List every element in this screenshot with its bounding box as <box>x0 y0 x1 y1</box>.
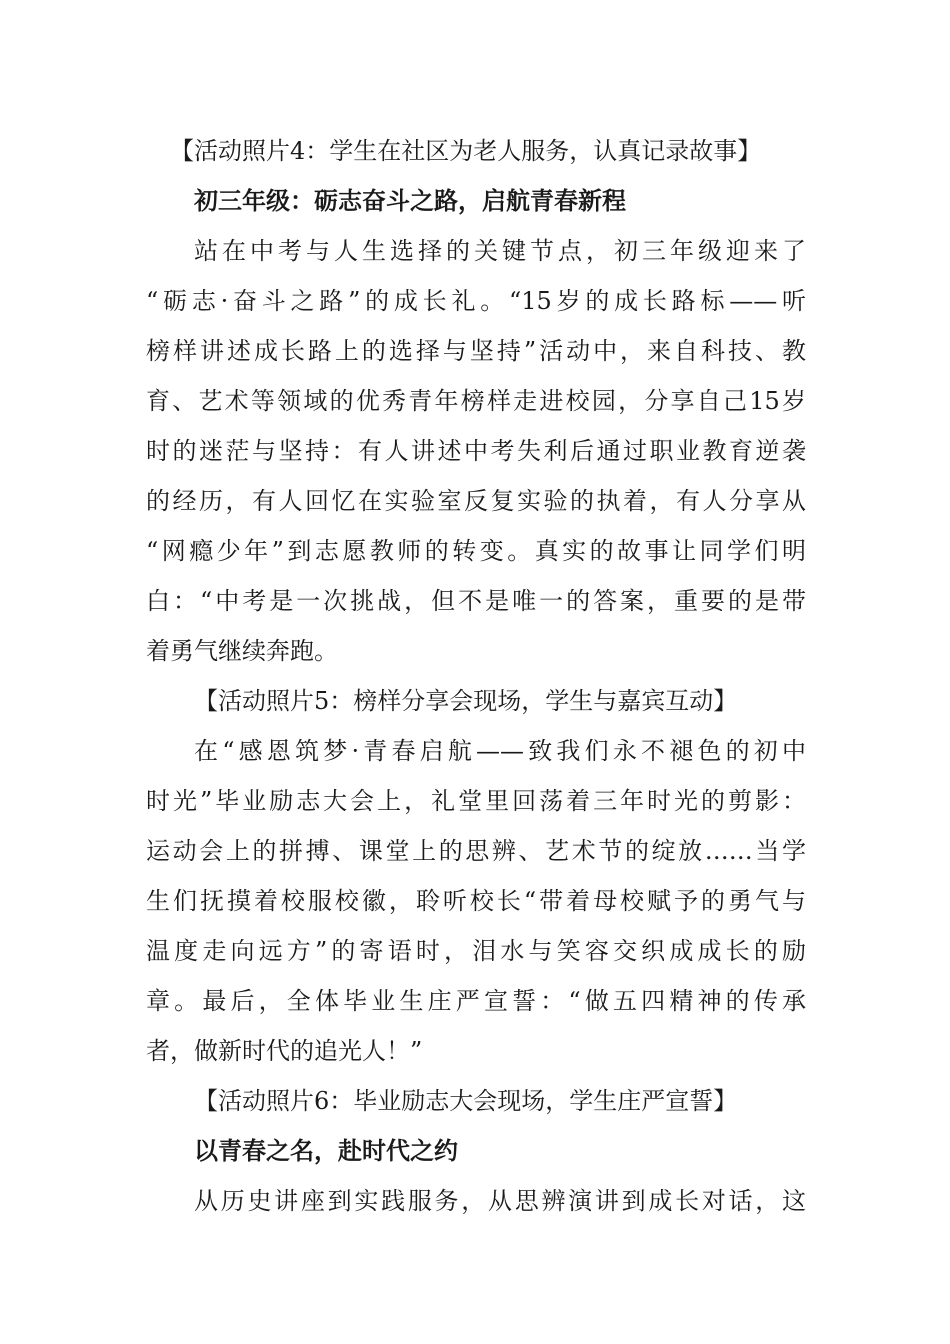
paragraph-line: 育、艺术等领域的优秀青年榜样走进校园，分享自己15岁 <box>146 387 806 415</box>
paragraph-line: 时的迷茫与坚持：有人讲述中考失利后通过职业教育逆袭 <box>146 437 806 465</box>
paragraph-line: 站在中考与人生选择的关键节点，初三年级迎来了 <box>194 237 806 265</box>
paragraph-line: 者，做新时代的追光人！” <box>146 1037 423 1065</box>
paragraph-line: “砺志·奋斗之路”的成长礼。“15岁的成长路标——听 <box>146 287 806 315</box>
paragraph-line: 运动会上的拼搏、课堂上的思辨、艺术节的绽放……当学 <box>146 837 806 865</box>
section-heading-grade9: 初三年级：砺志奋斗之路，启航青春新程 <box>194 187 626 215</box>
paragraph-line: 从历史讲座到实践服务，从思辨演讲到成长对话，这 <box>194 1187 806 1215</box>
paragraph-line: 榜样讲述成长路上的选择与坚持”活动中，来自科技、教 <box>146 337 806 365</box>
photo-caption-5: 【活动照片5：榜样分享会现场，学生与嘉宾互动】 <box>194 687 738 715</box>
paragraph-line: 时光”毕业励志大会上，礼堂里回荡着三年时光的剪影： <box>146 787 806 815</box>
paragraph-line: 在“感恩筑梦·青春启航——致我们永不褪色的初中 <box>194 737 806 765</box>
section-heading-closing: 以青春之名，赴时代之约 <box>194 1137 458 1165</box>
paragraph-line: 温度走向远方”的寄语时，泪水与笑容交织成成长的励 <box>146 937 806 965</box>
paragraph-line: 章。最后，全体毕业生庄严宣誓：“做五四精神的传承 <box>146 987 806 1015</box>
paragraph-line: 生们抚摸着校服校徽，聆听校长“带着母校赋予的勇气与 <box>146 887 806 915</box>
photo-caption-6: 【活动照片6：毕业励志大会现场，学生庄严宣誓】 <box>194 1087 738 1115</box>
paragraph-line: 的经历，有人回忆在实验室反复实验的执着，有人分享从 <box>146 487 806 515</box>
paragraph-line: “网瘾少年”到志愿教师的转变。真实的故事让同学们明 <box>146 537 806 565</box>
photo-caption-4: 【活动照片4：学生在社区为老人服务，认真记录故事】 <box>170 137 762 165</box>
paragraph-line: 白：“中考是一次挑战，但不是唯一的答案，重要的是带 <box>146 587 806 615</box>
paragraph-line: 着勇气继续奔跑。 <box>146 637 338 665</box>
